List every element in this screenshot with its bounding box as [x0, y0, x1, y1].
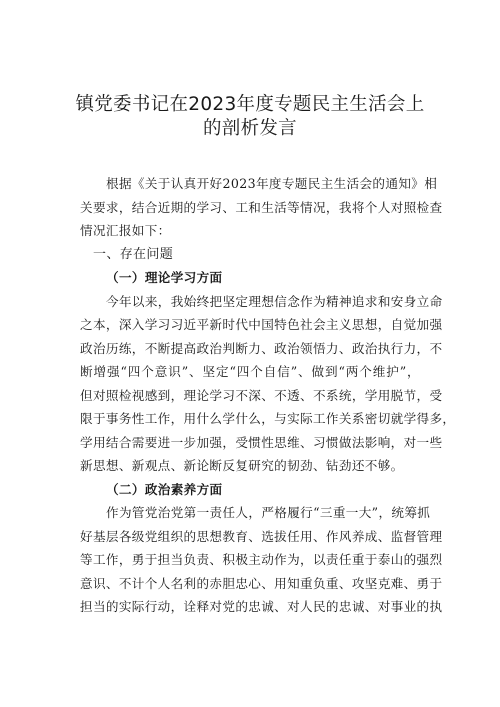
intro-paragraph	[0, 172, 500, 243]
document-title-line-1: 镇党委书记在2023年度专题民主生活会上	[75, 94, 425, 115]
political-quality-paragraph	[0, 501, 500, 619]
document-body	[0, 172, 500, 619]
paragraph-line: 等工作，勇于担当负责、积极主动作为，以责任重于泰山的强烈	[80, 552, 443, 567]
subsection-heading: （二）政治素养方面	[106, 481, 223, 497]
paragraph-line: 但对照检视感到，理论学习不深、不透、不系统，学用脱节，受	[80, 387, 443, 403]
paragraph-line: 断增强“四个意识”、坚定“四个自信”、做到“两个维护”，	[80, 364, 420, 379]
subsection-heading: （一）理论学习方面	[106, 270, 223, 285]
paragraph-line: 政治历练，不断提高政治判断力、政治领悟力、政治执行力，不	[80, 340, 443, 356]
theory-study-paragraph	[0, 290, 500, 478]
intro-line: 根据《关于认真开好2023年度专题民主生活会的通知》相	[106, 176, 438, 191]
paragraph-line: 好基层各级党组织的思想教育、选拔任用、作风养成、监督管理	[80, 528, 443, 544]
paragraph-line: 新思想、新观点、新论断反复研究的韧劲、钻劲还不够。	[80, 458, 404, 473]
intro-line: 关要求，结合近期的学习、工和生活等情况，我将个人对照检查	[80, 199, 443, 215]
document-title-line-2: 的剖析发言	[202, 118, 297, 139]
paragraph-line: 之本，深入学习习近平新时代中国特色社会主义思想，自觉加强	[80, 317, 443, 332]
paragraph-line: 学用结合需要进一步加强，受惯性思维、习惯做法影响，对一些	[80, 434, 443, 450]
paragraph-line: 作为管党治党第一责任人，严格履行“三重一大”，统筹抓	[106, 505, 431, 520]
paragraph-line: 今年以来，我始终把坚定理想信念作为精神追求和安身立命	[106, 293, 443, 309]
paragraph-line: 意识、不计个人名利的赤胆忠心、用知重负重、攻坚克难、勇于	[80, 575, 443, 591]
section-heading: 一、存在问题	[93, 246, 174, 262]
paragraph-line: 担当的实际行动，诠释对党的忠诚、对人民的忠诚、对事业的执	[80, 599, 443, 614]
paragraph-line: 限于事务性工作，用什么学什么，与实际工作关系密切就学得多，	[80, 411, 456, 426]
intro-line: 情况汇报如下：	[80, 223, 171, 238]
